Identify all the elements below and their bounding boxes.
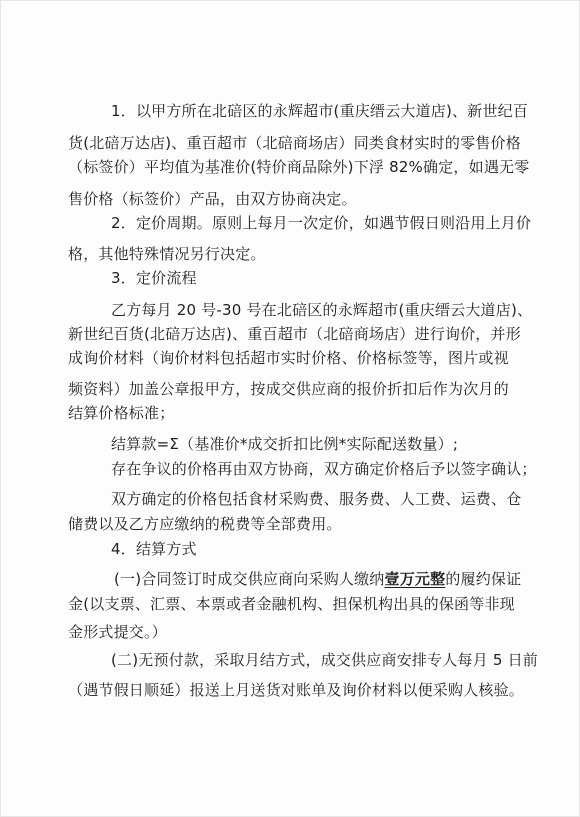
paragraph-line-11: 频资料）加盖公章报甲方，按成交供应商的报价折扣后作为次月的 bbox=[68, 380, 509, 398]
paragraph-line-5: 2．定价周期。原则上每月一次定价，如遇节假日则沿用上月价 bbox=[111, 214, 532, 232]
paragraph-line-22: （遇节假日顺延）报送上月送货对账单及询价材料以便采购人核验。 bbox=[68, 681, 525, 699]
section-heading-pricing-process: 3．定价流程 bbox=[111, 269, 197, 287]
paragraph-line-18-start: (一)合同签订时成交供应商向采购人缴纳 bbox=[114, 570, 385, 588]
paragraph-line-9: 新世纪百货(北碚万达店)、重百超市（北碚商场店）进行询价，并形 bbox=[68, 325, 521, 343]
paragraph-line-3: （标签价）平均值为基准价(特价商品除外)下浮 82%确定，如遇无零 bbox=[68, 158, 530, 176]
paragraph-line-12: 结算价格标准； bbox=[68, 404, 175, 422]
section-heading-settlement: 4．结算方式 bbox=[111, 540, 197, 558]
paragraph-line-16: 储费以及乙方应缴纳的税费等全部费用。 bbox=[68, 515, 342, 533]
paragraph-line-21: (二)无预付款，采取月结方式，成交供应商安排专人每月 5 日前 bbox=[111, 651, 538, 669]
settlement-formula: 结算款=Σ（基准价*成交折扣比例*实际配送数量）; bbox=[111, 435, 459, 453]
paragraph-line-18-end: 的履约保证 bbox=[445, 570, 522, 588]
paragraph-line-18 bbox=[114, 569, 521, 589]
paragraph-line-2: 货(北碚万达店)、重百超市（北碚商场店）同类食材实时的零售价格 bbox=[68, 134, 521, 152]
deposit-amount: 壹万元整 bbox=[384, 570, 446, 588]
paragraph-line-8: 乙方每月 20 号-30 号在北碚区的永辉超市(重庆缙云大道店)、 bbox=[111, 301, 533, 319]
paragraph-line-14: 存在争议的价格再由双方协商，双方确定价格后予以签字确认； bbox=[111, 460, 537, 478]
paragraph-line-10: 成询价材料（询价材料包括超市实时价格、价格标签等，图片或视 bbox=[68, 349, 509, 367]
paragraph-line-6: 格，其他特殊情况另行决定。 bbox=[68, 245, 266, 263]
paragraph-line-20: 金形式提交。） bbox=[68, 623, 167, 641]
paragraph-line-15: 双方确定的价格包括食材采购费、服务费、人工费、运费、仓 bbox=[111, 490, 522, 508]
paragraph-line-1: 1．以甲方所在北碚区的永辉超市(重庆缙云大道店)、新世纪百 bbox=[111, 102, 529, 120]
paragraph-line-19: 金(以支票、汇票、本票或者金融机构、担保机构出具的保函等非现 bbox=[68, 595, 515, 613]
paragraph-line-4: 售价格（标签价）产品，由双方协商决定。 bbox=[68, 190, 357, 208]
